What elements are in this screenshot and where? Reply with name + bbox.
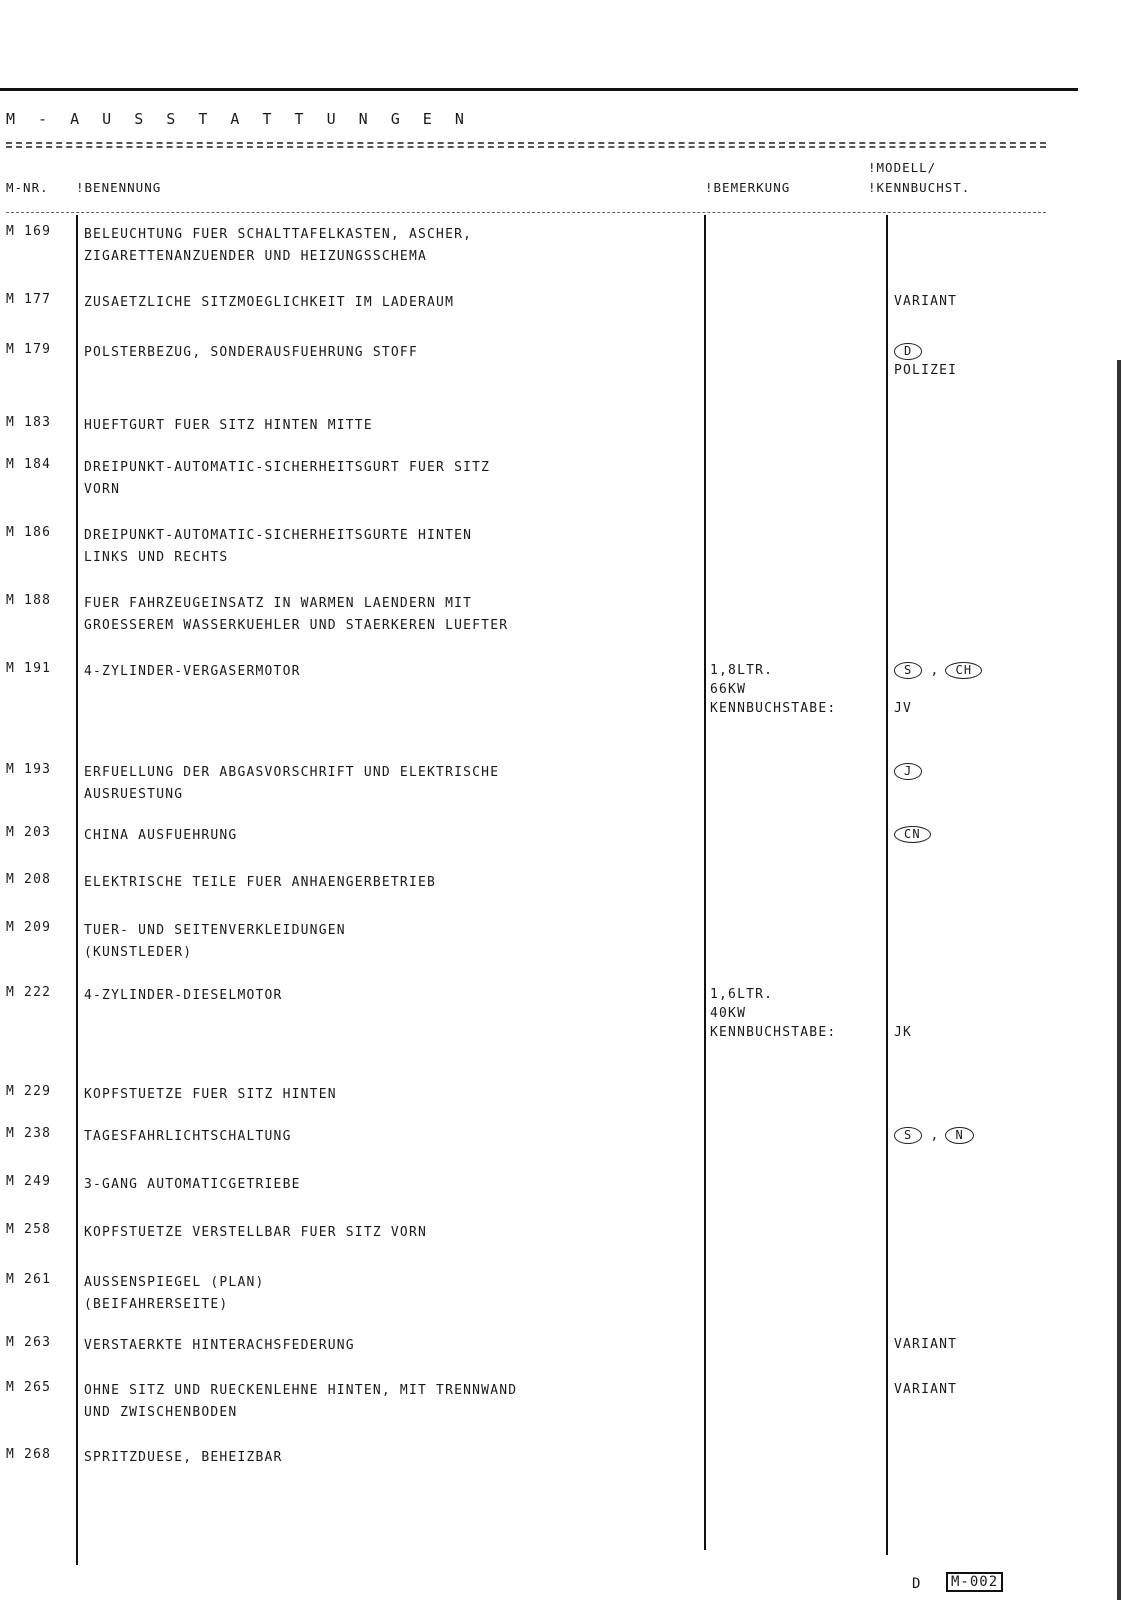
header-bemerkung: !BEMERKUNG (705, 180, 791, 195)
row-nr: M 183 (6, 415, 52, 430)
row-benennung (84, 224, 704, 268)
benennung-line: OHNE SITZ UND RUECKENLEHNE HINTEN, MIT TRENNWAND (84, 1383, 518, 1398)
row-benennung (84, 661, 704, 683)
row-benennung (84, 1380, 704, 1424)
row-benennung (84, 457, 704, 501)
row-bemerkung (710, 985, 890, 1042)
footer-letter: D (912, 1576, 922, 1592)
row-benennung (84, 415, 704, 437)
row-nr: M 184 (6, 457, 52, 472)
row-benennung (84, 1335, 704, 1357)
row-nr: M 238 (6, 1126, 52, 1141)
row-nr: M 177 (6, 292, 52, 307)
column-divider-nr (76, 215, 78, 1565)
benennung-line: DREIPUNKT-AUTOMATIC-SICHERHEITSGURT FUER SITZ (84, 460, 491, 475)
modell-line: VARIANT (894, 294, 958, 309)
country-code-line (894, 661, 1064, 680)
benennung-line: HUEFTGURT FUER SITZ HINTEN MITTE (84, 418, 373, 433)
benennung-line: (BEIFAHRERSEITE) (84, 1297, 229, 1312)
row-nr: M 203 (6, 825, 52, 840)
row-benennung (84, 593, 704, 637)
row-nr: M 186 (6, 525, 52, 540)
row-nr: M 193 (6, 762, 52, 777)
benennung-line: AUSSENSPIEGEL (PLAN) (84, 1275, 265, 1290)
country-code-line (894, 342, 1064, 361)
header-nr: M-NR. (6, 180, 49, 195)
row-nr: M 263 (6, 1335, 52, 1350)
row-nr: M 179 (6, 342, 52, 357)
row-nr: M 191 (6, 661, 52, 676)
benennung-line: BELEUCHTUNG FUER SCHALTTAFELKASTEN, ASCHER, (84, 227, 473, 242)
kennbuchstabe-code: JV (894, 701, 913, 716)
country-code-line (894, 762, 1064, 781)
column-divider-bemerkung (704, 215, 706, 1550)
row-modell (894, 1335, 1064, 1354)
page-code-box: M-002 (946, 1572, 1003, 1592)
bemerkung-line: KENNBUCHSTABE: (710, 701, 837, 716)
benennung-line: UND ZWISCHENBODEN (84, 1405, 238, 1420)
row-modell (894, 762, 1064, 781)
bemerkung-line: 40KW (710, 1006, 747, 1021)
country-code-oval: D (894, 343, 922, 360)
row-modell (894, 1380, 1064, 1399)
row-nr: M 249 (6, 1174, 52, 1189)
benennung-line: KOPFSTUETZE FUER SITZ HINTEN (84, 1087, 337, 1102)
row-benennung (84, 920, 704, 964)
benennung-line: VORN (84, 482, 121, 497)
page-title: M - A U S S T A T T U N G E N (6, 110, 471, 128)
modell-line: VARIANT (894, 1337, 958, 1352)
bemerkung-line: 1,8LTR. (710, 663, 774, 678)
row-nr: M 229 (6, 1084, 52, 1099)
country-code-oval: S (894, 1127, 922, 1144)
modell-line: POLIZEI (894, 363, 958, 378)
benennung-line: FUER FAHRZEUGEINSATZ IN WARMEN LAENDERN MIT (84, 596, 473, 611)
benennung-line: 4-ZYLINDER-DIESELMOTOR (84, 988, 283, 1003)
country-code-oval: N (945, 1127, 973, 1144)
country-code-oval: CN (894, 826, 931, 843)
benennung-line: ELEKTRISCHE TEILE FUER ANHAENGERBETRIEB (84, 875, 437, 890)
benennung-line: ZUSAETZLICHE SITZMOEGLICHKEIT IM LADERAUM (84, 295, 455, 310)
row-benennung (84, 1447, 704, 1469)
header-double-rule-2 (6, 146, 1046, 148)
benennung-line: 4-ZYLINDER-VERGASERMOTOR (84, 664, 301, 679)
header-modell-line1: !MODELL/ (868, 160, 937, 175)
benennung-line: POLSTERBEZUG, SONDERAUSFUEHRUNG STOFF (84, 345, 418, 360)
separator-comma: , (930, 663, 940, 678)
right-edge-rule (1117, 360, 1121, 1600)
modell-line: VARIANT (894, 1382, 958, 1397)
benennung-line: GROESSEREM WASSERKUEHLER UND STAERKEREN LUEFTER (84, 618, 509, 633)
benennung-line: LINKS UND RECHTS (84, 550, 229, 565)
row-modell (894, 342, 1064, 380)
benennung-line: ERFUELLUNG DER ABGASVORSCHRIFT UND ELEKTRISCHE (84, 765, 500, 780)
benennung-line: ZIGARETTENANZUENDER UND HEIZUNGSSCHEMA (84, 249, 428, 264)
country-code-oval: S (894, 662, 922, 679)
row-nr: M 265 (6, 1380, 52, 1395)
bemerkung-line: 1,6LTR. (710, 987, 774, 1002)
benennung-line: AUSRUESTUNG (84, 787, 184, 802)
country-code-oval: CH (945, 662, 982, 679)
row-nr: M 258 (6, 1222, 52, 1237)
row-benennung (84, 1174, 704, 1196)
benennung-line: CHINA AUSFUEHRUNG (84, 828, 238, 843)
benennung-line: VERSTAERKTE HINTERACHSFEDERUNG (84, 1338, 355, 1353)
row-modell (894, 292, 1064, 311)
row-modell (894, 825, 1064, 844)
header-dash-rule (6, 212, 1046, 213)
row-benennung (84, 825, 704, 847)
row-nr: M 261 (6, 1272, 52, 1287)
separator-comma: , (930, 1128, 940, 1143)
row-benennung (84, 1126, 704, 1148)
row-benennung (84, 872, 704, 894)
country-code-oval: J (894, 763, 922, 780)
row-benennung (84, 1222, 704, 1244)
header-benennung: !BENENNUNG (76, 180, 162, 195)
row-nr: M 188 (6, 593, 52, 608)
row-benennung (84, 762, 704, 806)
bemerkung-line: KENNBUCHSTABE: (710, 1025, 837, 1040)
row-nr: M 222 (6, 985, 52, 1000)
kennbuchstabe-code: JK (894, 1025, 913, 1040)
country-code-line (894, 825, 1064, 844)
row-bemerkung (710, 661, 890, 718)
row-nr: M 208 (6, 872, 52, 887)
row-nr: M 209 (6, 920, 52, 935)
row-modell (894, 1126, 1064, 1145)
row-nr: M 169 (6, 224, 52, 239)
benennung-line: (KUNSTLEDER) (84, 945, 193, 960)
row-benennung (84, 525, 704, 569)
header-double-rule (6, 142, 1046, 144)
benennung-line: TUER- UND SEITENVERKLEIDUNGEN (84, 923, 346, 938)
row-modell (894, 661, 1064, 716)
benennung-line: TAGESFAHRLICHTSCHALTUNG (84, 1129, 292, 1144)
benennung-line: KOPFSTUETZE VERSTELLBAR FUER SITZ VORN (84, 1225, 428, 1240)
row-benennung (84, 985, 704, 1007)
column-divider-modell (886, 215, 888, 1555)
benennung-line: DREIPUNKT-AUTOMATIC-SICHERHEITSGURTE HINTEN (84, 528, 473, 543)
row-benennung (84, 1272, 704, 1316)
row-benennung (84, 1084, 704, 1106)
row-benennung (84, 342, 704, 364)
bemerkung-line: 66KW (710, 682, 747, 697)
row-benennung (84, 292, 704, 314)
row-nr: M 268 (6, 1447, 52, 1462)
benennung-line: SPRITZDUESE, BEHEIZBAR (84, 1450, 283, 1465)
country-code-line (894, 1126, 1064, 1145)
header-modell-line2: !KENNBUCHST. (868, 180, 971, 195)
top-rule (0, 88, 1078, 91)
benennung-line: 3-GANG AUTOMATICGETRIEBE (84, 1177, 301, 1192)
